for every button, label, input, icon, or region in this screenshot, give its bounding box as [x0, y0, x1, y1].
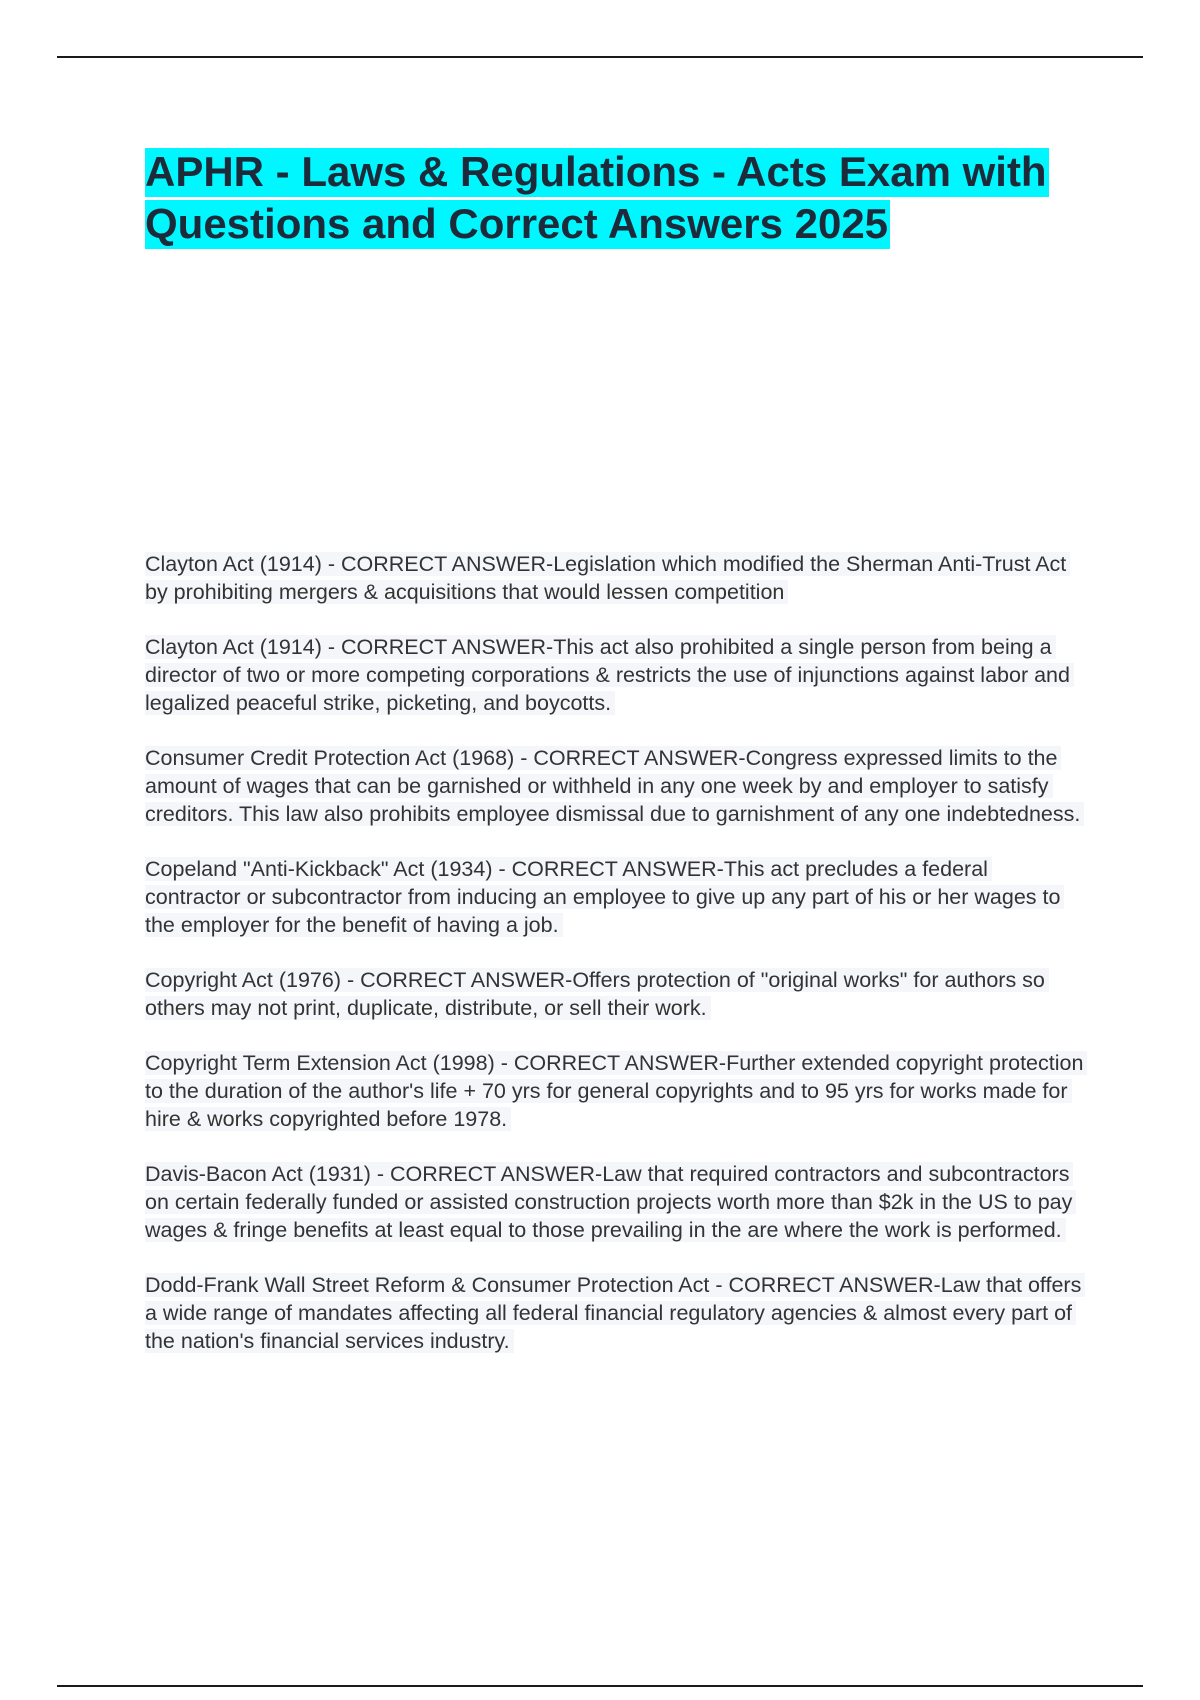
qa-list [145, 550, 1085, 1382]
qa-entry-text: Dodd-Frank Wall Street Reform & Consumer Protection Act - CORRECT ANSWER-Law that offers a wide range of mandates affecting all federal financial regulatory agencies & almost every part of the nation's financial services industry. [145, 1273, 1085, 1353]
qa-entry-text: Copeland "Anti-Kickback" Act (1934) - CORRECT ANSWER-This act precludes a federal contractor or subcontractor from inducing an employee to give up any part of his or her wages to the employer for the benefit of having a job. [145, 857, 1064, 937]
qa-entry-text: Davis-Bacon Act (1931) - CORRECT ANSWER-Law that required contractors and subcontractors on certain federally funded or assisted construction projects worth more than $2k in the US to pay wages & fringe benefits at least equal to those prevailing in the are where the work is performed. [145, 1162, 1076, 1242]
qa-entry [145, 855, 1085, 939]
qa-entry [145, 966, 1085, 1022]
qa-entry [145, 1049, 1085, 1133]
qa-entry [145, 1160, 1085, 1244]
footer-rule [57, 1685, 1143, 1687]
document-title [145, 146, 1075, 250]
qa-entry-text: Copyright Act (1976) - CORRECT ANSWER-Offers protection of "original works" for authors so others may not print, duplicate, distribute, or sell their work. [145, 968, 1049, 1020]
qa-entry [145, 633, 1085, 717]
qa-entry [145, 1271, 1085, 1355]
qa-entry [145, 550, 1085, 606]
header-rule [57, 56, 1143, 58]
qa-entry-text: Consumer Credit Protection Act (1968) - CORRECT ANSWER-Congress expressed limits to the amount of wages that can be garnished or withheld in any one week by and employer to satisfy creditors. This law also prohibits employee dismissal due to garnishment of any one indebtedness. [145, 746, 1084, 826]
qa-entry-text: Copyright Term Extension Act (1998) - CORRECT ANSWER-Further extended copyright protection to the duration of the author's life + 70 yrs for general copyrights and to 95 yrs for works made for hire & works copyrighted before 1978. [145, 1051, 1087, 1131]
qa-entry [145, 744, 1085, 828]
qa-entry-text: Clayton Act (1914) - CORRECT ANSWER-This act also prohibited a single person from being a director of two or more competing corporations & restricts the use of injunctions against labor and legalized peaceful strike, picketing, and boycotts. [145, 635, 1074, 715]
qa-entry-text: Clayton Act (1914) - CORRECT ANSWER-Legislation which modified the Sherman Anti-Trust Act by prohibiting mergers & acquisitions that would lessen competition [145, 552, 1070, 604]
title-highlight: APHR - Laws & Regulations - Acts Exam with Questions and Correct Answers 2025 [145, 148, 1047, 247]
